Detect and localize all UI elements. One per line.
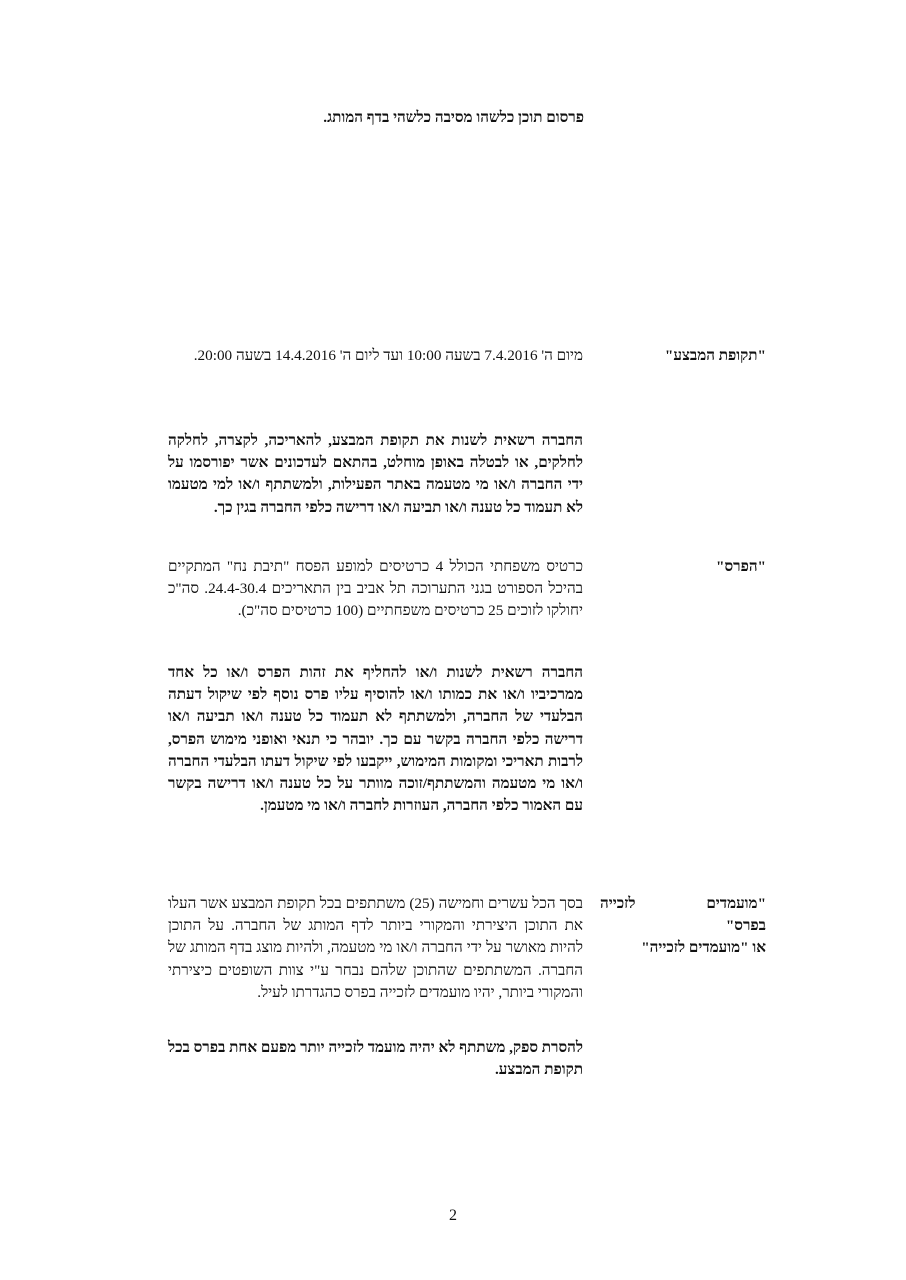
period-text: מיום ה' 7.4.2016 בשעה 10:00 ועד ליום ה' 14.4.2016 בשעה 20:00.	[193, 347, 583, 364]
candidates-label-line3: או "מועמדים לזכייה"	[641, 939, 766, 957]
candidates-label-line1	[600, 893, 766, 915]
page-number: 2	[449, 1207, 457, 1224]
prize-text: כרטיס משפחתי הכולל 4 כרטיסים למופע הפסח "תיבת נח" המתקיים בהיכל הספורט בגני התערוכה תל אביב בין התאריכים 24.4-30.4. סה"כ יחולקו לזוכים 25 כרטיסים משפחתיים (100 כרטיסים סה"כ).	[168, 558, 583, 620]
period-note: החברה רשאית לשנות את תקופת המבצע, להאריכה, לקצרה, לחלקה לחלקים, או לבטלה באופן מוחלט, בהתאם לעדכונים אשר יפורסמו על ידי החברה ו/או מי מטעמה באתר הפעילות, ולמשתתף ו/או למי מטעמו לא תעמוד כל טענה ו/או תביעה ו/או דרישה כלפי החברה בגין כך.	[168, 432, 583, 516]
prize-label: "הפרס"	[716, 558, 766, 575]
candidates-label-line2: בפרס"	[725, 917, 766, 935]
candidates-note: להסרת ספק, משתתף לא יהיה מועמד לזכייה יותר מפעם אחת בפרס בכל תקופת המבצע.	[168, 1039, 583, 1079]
period-label: "תקופת המבצע"	[664, 347, 766, 364]
candidates-text: בסך הכל עשרים וחמישה (25) משתתפים בכל תקופת המבצע אשר העלו את התוכן היצירתי והמקורי ביותר לדף המותג של החברה. על התוכן להיות מאושר על ידי החברה ו/או מי מטעמה, ולהיות מוצג בדף המותג של החברה. המשתתפים שהתוכן שלהם נבחר ע"י צוות השופטים כיצירתי והמקורי ביותר, יהיו מועמדים לזכייה בפרס כהגדרתו לעיל.	[168, 895, 584, 1001]
candidates-label-word1: "מועמדים	[706, 895, 766, 912]
header-line: פרסום תוכן כלשהו מסיבה כלשהי בדף המותג.	[323, 109, 584, 126]
candidates-label-word2: לזכייה	[600, 895, 636, 912]
prize-note: החברה רשאית לשנות ו/או להחליף את זהות הפרס ו/או כל אחד ממרכיביו ו/או את כמותו ו/או להוסיף עליו פרס נוסף לפי שיקול דעתה הבלעדי של החברה, ולמשתתף לא תעמוד כל טענה ו/או תביעה ו/או דרישה כלפי החברה בקשר עם כך. יובהר כי תנאי ואופני מימוש הפרס, לרבות תאריכי ומקומות המימוש, ייקבעו לפי שיקול דעתו הבלעדי החברה ו/או מי מטעמה והמשתתף/זוכה מוותר על כל טענה ו/או דרישה בקשר עם האמור כלפי החברה, העוזרות לחברה ו/או מי מטעמן.	[168, 664, 583, 815]
candidates-label	[600, 893, 766, 960]
